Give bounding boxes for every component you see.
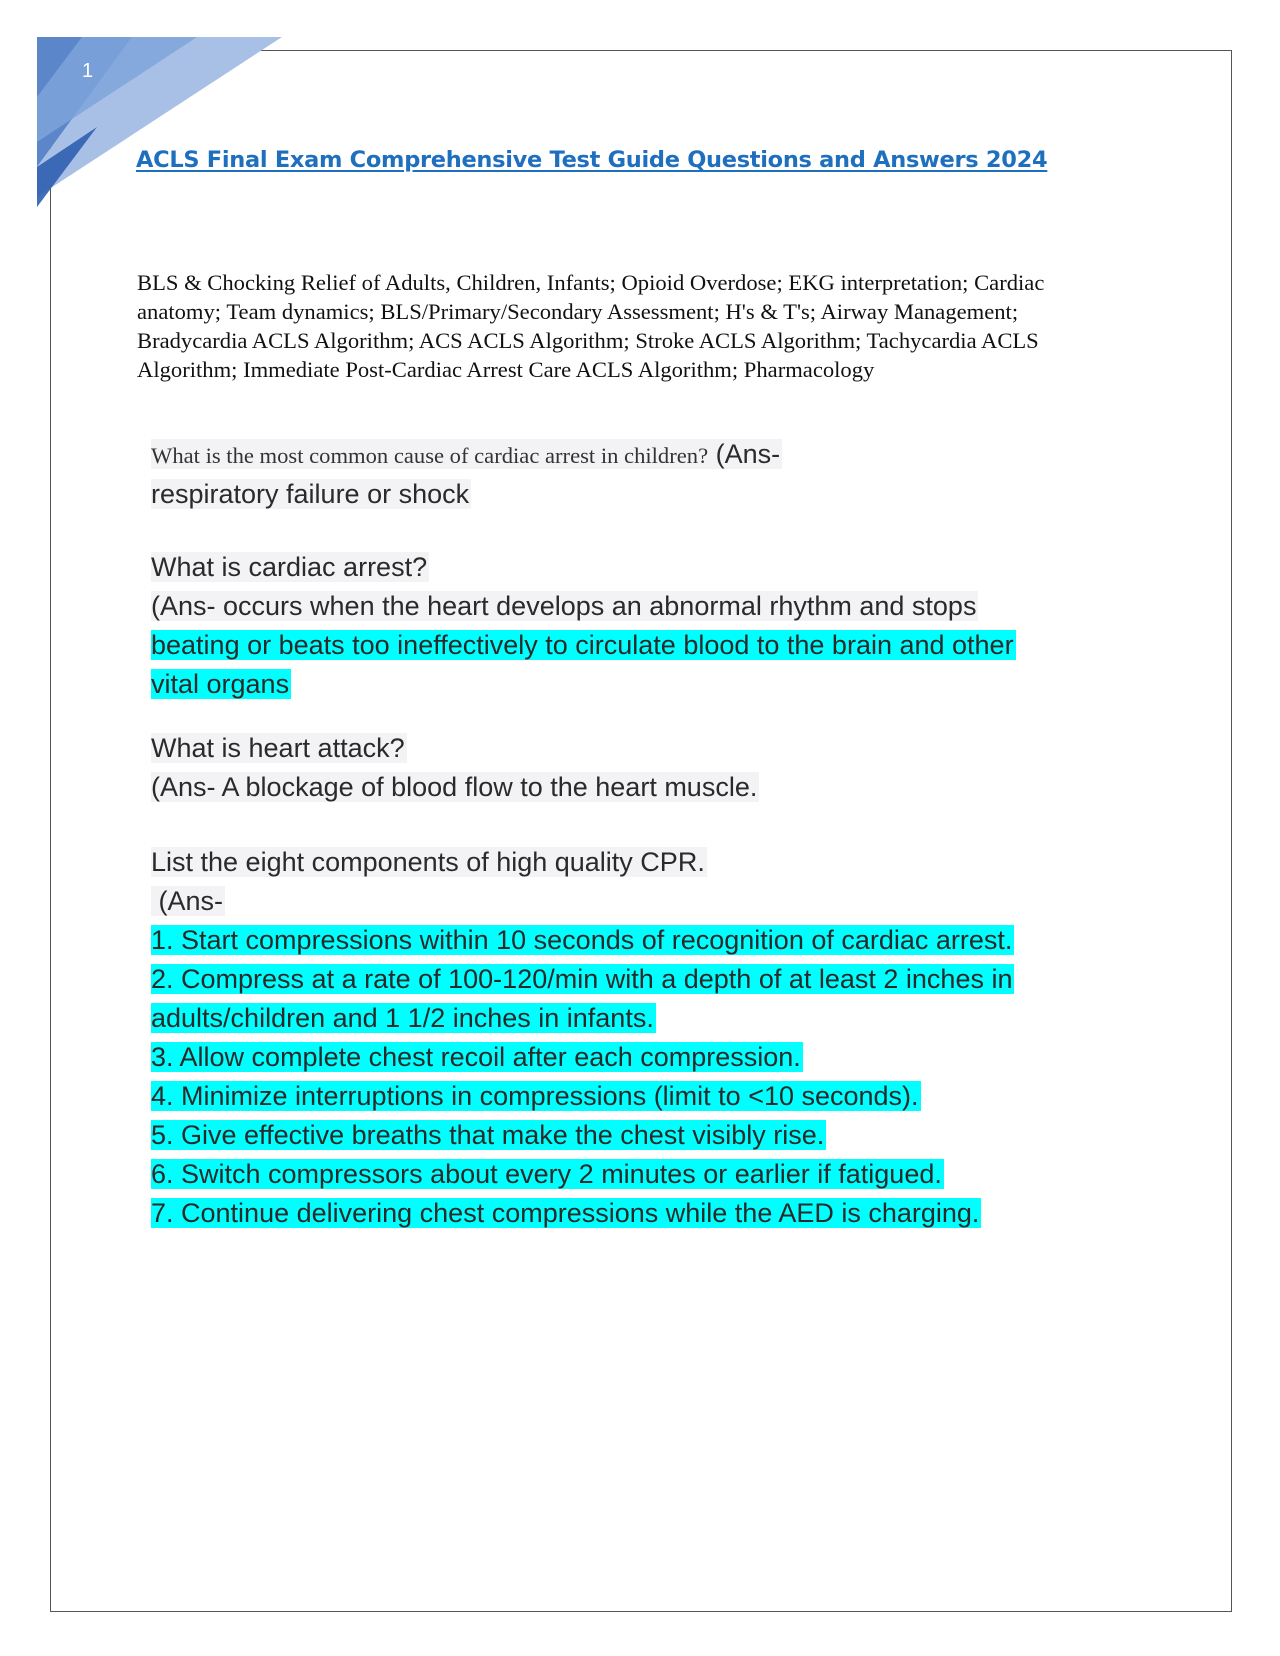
answer-1-prefix: (Ans-: [715, 439, 781, 469]
question-1: What is the most common cause of cardiac arrest in children?: [151, 443, 709, 468]
cpr-item-1: 1. Start compressions within 10 seconds of recognition of cardiac arrest.: [151, 925, 1013, 955]
answer-2-line-2: vital organs: [151, 669, 290, 699]
corner-decoration: [37, 37, 282, 207]
cpr-item-6: 6. Switch compressors about every 2 minutes or earlier if fatigued.: [151, 1159, 942, 1189]
answer-2-line-1: beating or beats too ineffectively to circulate blood to the brain and other: [151, 630, 1014, 660]
page-number: 1: [82, 60, 94, 82]
cpr-item-2: 2. Compress at a rate of 100-120/min with a depth of at least 2 inches in: [151, 964, 1013, 994]
qa-item-2: [151, 548, 1111, 704]
question-4: List the eight components of high quality CPR.: [151, 847, 705, 877]
answer-2-prefix: (Ans- occurs when the heart develops an abnormal rhythm and stops: [151, 591, 977, 621]
topics-summary: BLS & Chocking Relief of Adults, Children, Infants; Opioid Overdose; EKG interpretation; Cardiac anatomy; Team dynamics; BLS/Primary/Secondary Assessment; H's & T's; Airway Management; Bradycardia ACLS Algorithm; ACS ACLS Algorithm; Stroke ACLS Algorithm; Tachycardia ACLS Algorithm; Immediate Post-Cardiac Arrest Care ACLS Algorithm; Pharmacology: [137, 270, 1045, 382]
question-3: What is heart attack?: [151, 733, 405, 763]
cpr-item-3: 3. Allow complete chest recoil after each compression.: [151, 1042, 801, 1072]
answer-4-prefix: (Ans-: [151, 886, 224, 916]
qa-item-4: [151, 843, 1111, 1233]
cpr-item-5: 5. Give effective breaths that make the chest visibly rise.: [151, 1120, 825, 1150]
answer-3-prefix: (Ans- A blockage of blood flow to the heart muscle.: [151, 772, 758, 802]
question-2: What is cardiac arrest?: [151, 552, 428, 582]
answer-1-line-1: respiratory failure or shock: [151, 479, 470, 509]
qa-item-3: [151, 729, 1111, 807]
cpr-item-4: 4. Minimize interruptions in compressions (limit to <10 seconds).: [151, 1081, 919, 1111]
qa-item-1: [151, 435, 1111, 514]
cpr-item-7: 7. Continue delivering chest compressions while the AED is charging.: [151, 1198, 980, 1228]
cpr-item-2-cont: adults/children and 1 1/2 inches in infants.: [151, 1003, 654, 1033]
document-title: ACLS Final Exam Comprehensive Test Guide Questions and Answers 2024: [136, 147, 1048, 173]
